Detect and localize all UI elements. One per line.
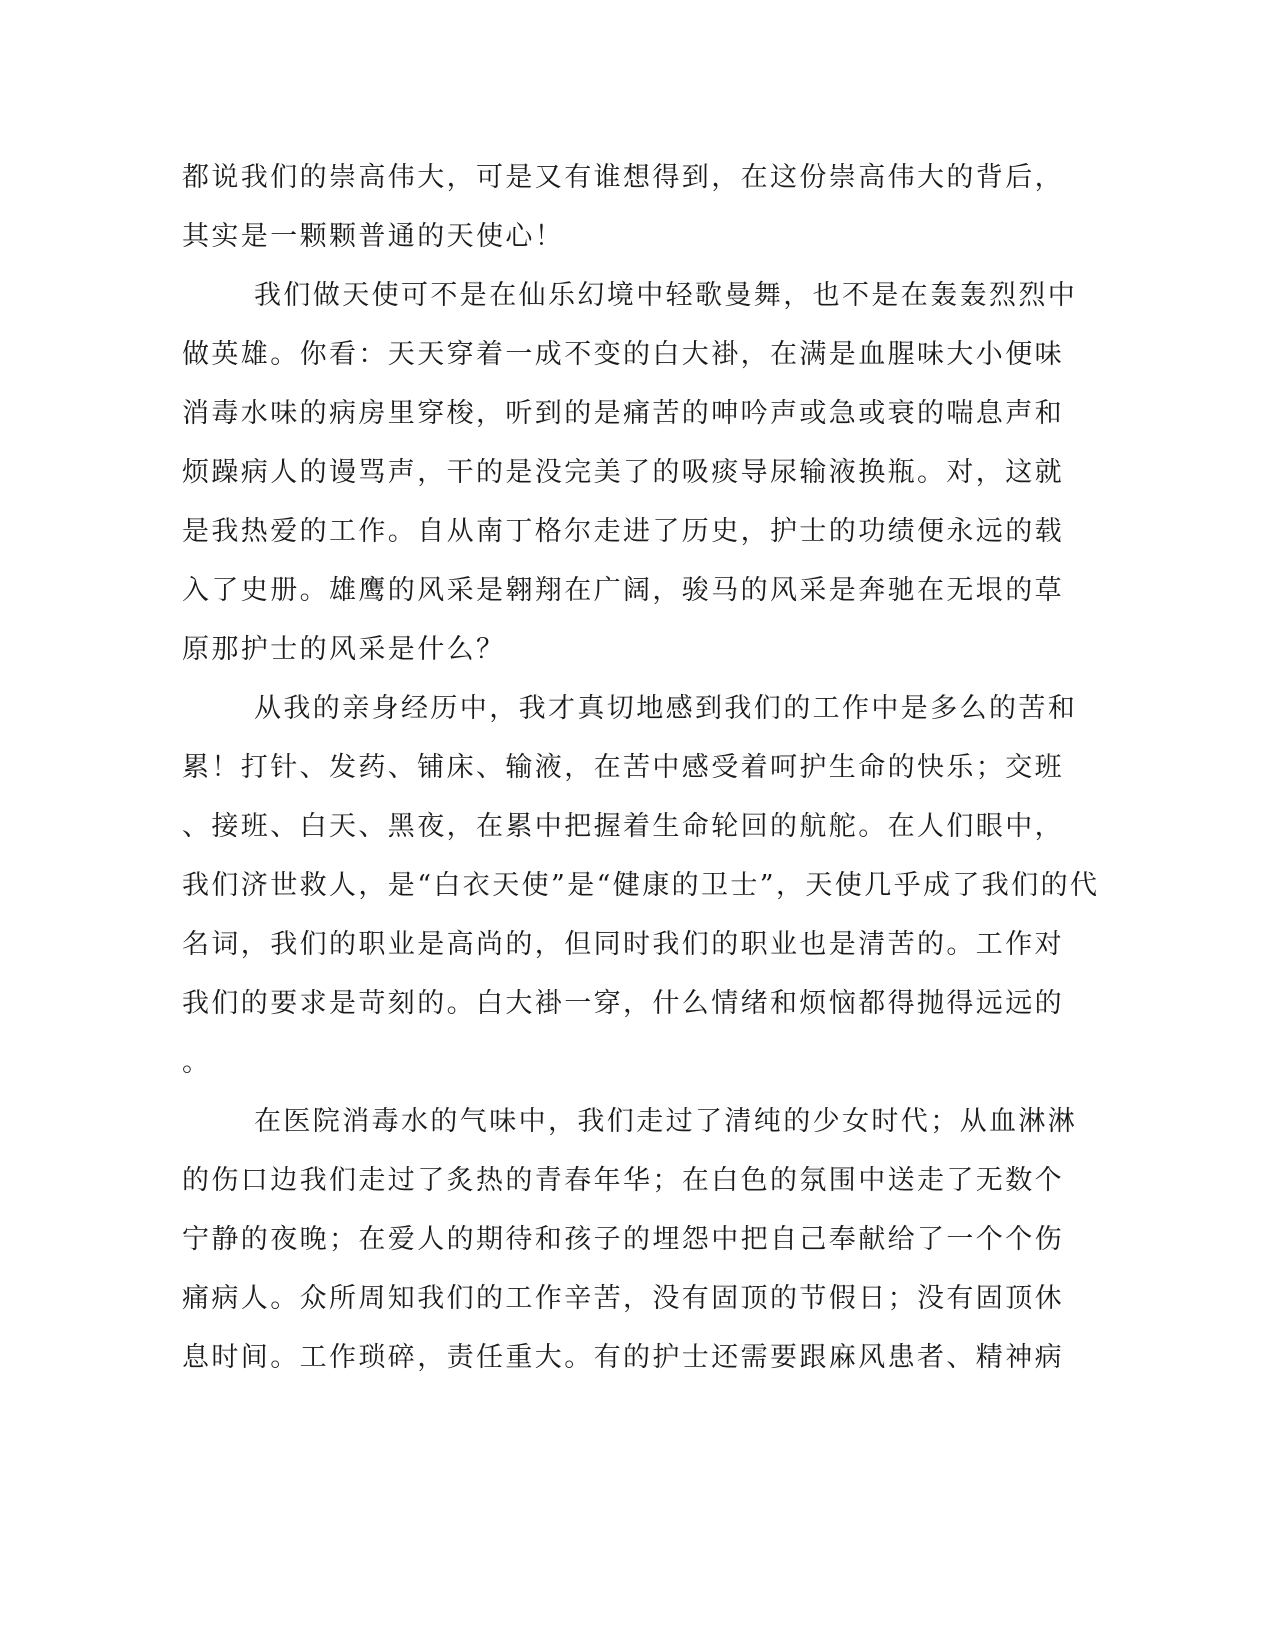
text-line: 。 (182, 1047, 212, 1078)
text-line: 都说我们的崇高伟大，可是又有谁想得到，在这份崇高伟大的背后， (182, 162, 1064, 193)
paragraph-first-line: 在医院消毒水的气味中，我们走过了清纯的少女时代；从血淋淋 (254, 1106, 1078, 1137)
text-line: 息时间。工作琐碎，责任重大。有的护士还需要跟麻风患者、精神病 (182, 1342, 1064, 1373)
text-line: 我们的要求是苛刻的。白大褂一穿，什么情绪和烦恼都得抛得远远的 (182, 988, 1064, 1019)
text-line: 我们济世救人，是“白衣天使”是“健康的卫士”，天使几乎成了我们的代 (182, 870, 1100, 901)
text-line: 原那护士的风采是什么？ (182, 634, 506, 665)
text-line: 宁静的夜晚；在爱人的期待和孩子的埋怨中把自己奉献给了一个个伤 (182, 1224, 1064, 1255)
text-line: 其实是一颗颗普通的天使心！ (182, 221, 565, 252)
text-line: 入了史册。雄鹰的风采是翱翔在广阔，骏马的风采是奔驰在无垠的草 (182, 575, 1064, 606)
paragraph-first-line: 我们做天使可不是在仙乐幻境中轻歌曼舞，也不是在轰轰烈烈中 (254, 280, 1078, 311)
text-line: 是我热爱的工作。自从南丁格尔走进了历史，护士的功绩便永远的载 (182, 516, 1064, 547)
text-line: 、接班、白天、黑夜，在累中把握着生命轮回的航舵。在人们眼中， (182, 811, 1064, 842)
text-line: 做英雄。你看：天天穿着一成不变的白大褂，在满是血腥味大小便味 (182, 339, 1064, 370)
text-line: 的伤口边我们走过了炙热的青春年华；在白色的氛围中送走了无数个 (182, 1165, 1064, 1196)
text-line: 累！打针、发药、铺床、输液，在苦中感受着呵护生命的快乐；交班 (182, 752, 1064, 783)
text-line: 名词，我们的职业是高尚的，但同时我们的职业也是清苦的。工作对 (182, 929, 1064, 960)
text-line: 烦躁病人的谩骂声，干的是没完美了的吸痰导尿输液换瓶。对，这就 (182, 457, 1064, 488)
text-line: 痛病人。众所周知我们的工作辛苦，没有固顶的节假日；没有固顶休 (182, 1283, 1064, 1314)
text-line: 消毒水味的病房里穿梭，听到的是痛苦的呻吟声或急或衰的喘息声和 (182, 398, 1064, 429)
paragraph-first-line: 从我的亲身经历中，我才真切地感到我们的工作中是多么的苦和 (254, 693, 1078, 724)
